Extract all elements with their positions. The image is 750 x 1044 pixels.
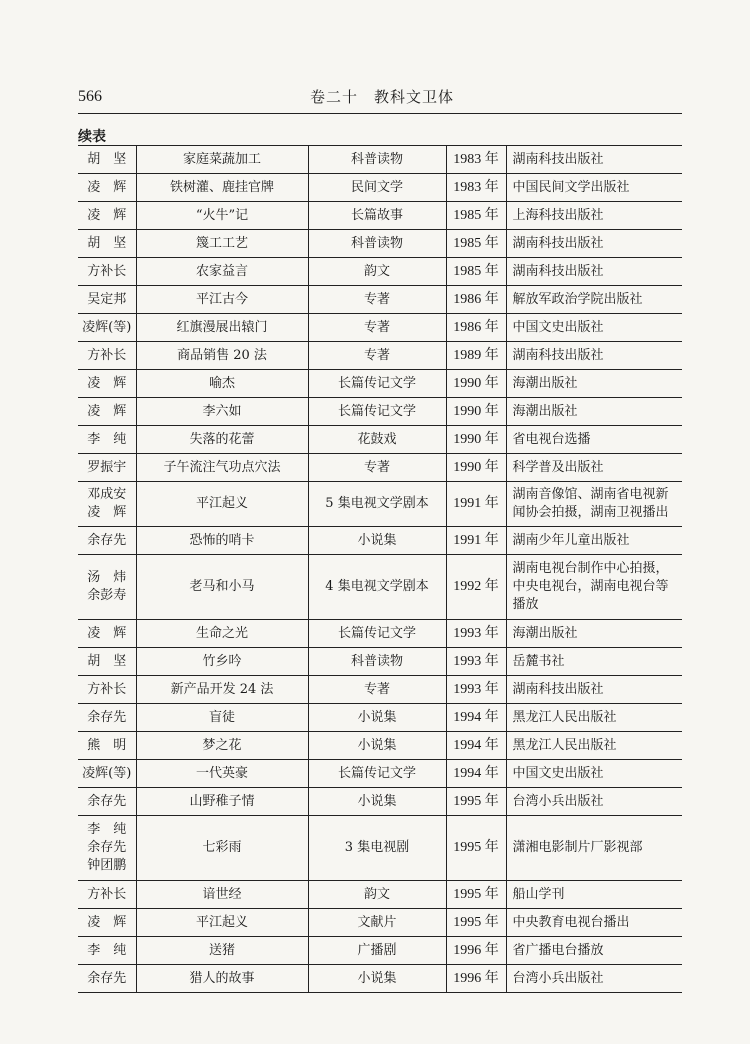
author-name: 罗振宇 xyxy=(87,459,127,475)
genre-cell: 小说集 xyxy=(308,527,446,555)
author-cell xyxy=(78,174,136,202)
genre-cell: 科普读物 xyxy=(308,648,446,676)
title-cell: 盲徒 xyxy=(136,704,308,732)
author-cell xyxy=(78,314,136,342)
title-cell: 猎人的故事 xyxy=(136,965,308,993)
title-cell: 老马和小马 xyxy=(136,555,308,620)
title-cell: 红旗漫展出辕门 xyxy=(136,314,308,342)
table-row xyxy=(78,454,682,482)
author-cell xyxy=(78,202,136,230)
year-cell: 1994 年 xyxy=(446,704,506,732)
publisher-cell: 湖南音像馆、湖南省电视新闻协会拍摄，湖南卫视播出 xyxy=(506,482,682,527)
year-cell: 1989 年 xyxy=(446,342,506,370)
title-cell: 恐怖的哨卡 xyxy=(136,527,308,555)
author-name: 李 纯 xyxy=(87,822,127,837)
title-cell: 篾工工艺 xyxy=(136,230,308,258)
table-row xyxy=(78,676,682,704)
page-header xyxy=(78,86,678,110)
genre-cell: 专著 xyxy=(308,342,446,370)
title-cell: 子午流注气功点穴法 xyxy=(136,454,308,482)
title-cell: 平江古今 xyxy=(136,286,308,314)
author-cell xyxy=(78,788,136,816)
publisher-cell: 海潮出版社 xyxy=(506,398,682,426)
year-cell: 1990 年 xyxy=(446,454,506,482)
author-name: 凌 辉 xyxy=(87,914,127,930)
author-cell xyxy=(78,816,136,881)
author-cell xyxy=(78,881,136,909)
genre-cell: 韵文 xyxy=(308,881,446,909)
year-cell: 1993 年 xyxy=(446,676,506,704)
genre-cell: 小说集 xyxy=(308,732,446,760)
year-cell: 1985 年 xyxy=(446,258,506,286)
genre-cell: 长篇传记文学 xyxy=(308,370,446,398)
publisher-cell: 湖南科技出版社 xyxy=(506,258,682,286)
publisher-cell: 中国文史出版社 xyxy=(506,314,682,342)
year-cell: 1986 年 xyxy=(446,314,506,342)
author-name: 吴定邦 xyxy=(87,291,127,307)
table-row xyxy=(78,146,682,174)
author-cell xyxy=(78,648,136,676)
author-cell xyxy=(78,230,136,258)
publisher-cell: 湖南少年儿童出版社 xyxy=(506,527,682,555)
author-cell xyxy=(78,146,136,174)
publisher-cell: 中国民间文学出版社 xyxy=(506,174,682,202)
author-name: 余存先 xyxy=(87,532,127,548)
genre-cell: 长篇传记文学 xyxy=(308,398,446,426)
author-cell xyxy=(78,909,136,937)
table-row xyxy=(78,398,682,426)
author-name: 熊 明 xyxy=(87,737,127,753)
continued-label: 续表 xyxy=(78,129,106,145)
author-name: 汤 炜 xyxy=(87,570,127,585)
genre-cell: 3 集电视剧 xyxy=(308,816,446,881)
publisher-cell: 湖南科技出版社 xyxy=(506,676,682,704)
year-cell: 1990 年 xyxy=(446,426,506,454)
table-row xyxy=(78,286,682,314)
table-row xyxy=(78,230,682,258)
author-cell xyxy=(78,760,136,788)
year-cell: 1985 年 xyxy=(446,230,506,258)
author-name: 余存先 xyxy=(87,840,127,855)
author-cell xyxy=(78,732,136,760)
title-cell: “火牛”记 xyxy=(136,202,308,230)
author-cell xyxy=(78,555,136,620)
genre-cell: 韵文 xyxy=(308,258,446,286)
genre-cell: 民间文学 xyxy=(308,174,446,202)
author-name: 余存先 xyxy=(87,793,127,809)
table-row xyxy=(78,555,682,620)
author-cell xyxy=(78,370,136,398)
author-name: 余存先 xyxy=(87,709,127,725)
author-cell xyxy=(78,704,136,732)
genre-cell: 长篇传记文学 xyxy=(308,620,446,648)
table-row xyxy=(78,342,682,370)
author-name: 凌 辉 xyxy=(87,375,127,391)
year-cell: 1993 年 xyxy=(446,620,506,648)
year-cell: 1996 年 xyxy=(446,937,506,965)
genre-cell: 小说集 xyxy=(308,788,446,816)
publisher-cell: 湖南科技出版社 xyxy=(506,342,682,370)
author-name: 凌 辉 xyxy=(87,207,127,223)
table-row xyxy=(78,370,682,398)
title-cell: 商品销售 20 法 xyxy=(136,342,308,370)
year-cell: 1991 年 xyxy=(446,482,506,527)
year-cell: 1994 年 xyxy=(446,732,506,760)
publisher-cell: 湖南科技出版社 xyxy=(506,146,682,174)
page-number: 566 xyxy=(78,88,102,105)
publisher-cell: 科学普及出版社 xyxy=(506,454,682,482)
publisher-cell: 省电视台选播 xyxy=(506,426,682,454)
title-cell: 铁树灌、鹿挂官牌 xyxy=(136,174,308,202)
genre-cell: 5 集电视文学剧本 xyxy=(308,482,446,527)
publisher-cell: 海潮出版社 xyxy=(506,370,682,398)
table-row xyxy=(78,620,682,648)
publisher-cell: 台湾小兵出版社 xyxy=(506,788,682,816)
genre-cell: 专著 xyxy=(308,314,446,342)
publisher-cell: 台湾小兵出版社 xyxy=(506,965,682,993)
author-name: 余彭寿 xyxy=(87,588,127,603)
table-row xyxy=(78,816,682,881)
author-name: 凌 辉 xyxy=(87,625,127,641)
table-row xyxy=(78,314,682,342)
author-cell xyxy=(78,426,136,454)
publisher-cell: 黑龙江人民出版社 xyxy=(506,732,682,760)
title-cell: 谙世经 xyxy=(136,881,308,909)
genre-cell: 广播剧 xyxy=(308,937,446,965)
author-name: 余存先 xyxy=(87,970,127,986)
title-cell: 农家益言 xyxy=(136,258,308,286)
table-row xyxy=(78,258,682,286)
genre-cell: 花鼓戏 xyxy=(308,426,446,454)
genre-cell: 科普读物 xyxy=(308,146,446,174)
publisher-cell: 省广播电台播放 xyxy=(506,937,682,965)
title-cell: 喻杰 xyxy=(136,370,308,398)
title-cell: 平江起义 xyxy=(136,909,308,937)
author-name: 方补长 xyxy=(87,681,127,697)
publisher-cell: 中央教育电视台播出 xyxy=(506,909,682,937)
publisher-cell: 船山学刊 xyxy=(506,881,682,909)
table-row xyxy=(78,732,682,760)
table-row xyxy=(78,527,682,555)
title-cell: 梦之花 xyxy=(136,732,308,760)
year-cell: 1990 年 xyxy=(446,370,506,398)
year-cell: 1994 年 xyxy=(446,760,506,788)
running-title: 卷二十 教科文卫体 xyxy=(310,88,455,106)
publisher-cell: 湖南科技出版社 xyxy=(506,230,682,258)
publisher-cell: 岳麓书社 xyxy=(506,648,682,676)
publisher-cell: 中国文史出版社 xyxy=(506,760,682,788)
author-name: 钟团鹏 xyxy=(87,858,127,873)
title-cell: 失落的花蕾 xyxy=(136,426,308,454)
header-rule xyxy=(78,113,682,114)
author-cell xyxy=(78,965,136,993)
author-cell xyxy=(78,620,136,648)
author-name: 方补长 xyxy=(87,347,127,363)
table-row xyxy=(78,202,682,230)
title-cell: 竹乡吟 xyxy=(136,648,308,676)
publisher-cell: 湖南电视台制作中心拍摄，中央电视台，湖南电视台等播放 xyxy=(506,555,682,620)
year-cell: 1992 年 xyxy=(446,555,506,620)
year-cell: 1985 年 xyxy=(446,202,506,230)
works-table xyxy=(78,145,682,993)
publisher-cell: 上海科技出版社 xyxy=(506,202,682,230)
publisher-cell: 黑龙江人民出版社 xyxy=(506,704,682,732)
genre-cell: 科普读物 xyxy=(308,230,446,258)
year-cell: 1995 年 xyxy=(446,909,506,937)
year-cell: 1996 年 xyxy=(446,965,506,993)
year-cell: 1995 年 xyxy=(446,788,506,816)
title-cell: 一代英豪 xyxy=(136,760,308,788)
table-row xyxy=(78,937,682,965)
genre-cell: 小说集 xyxy=(308,965,446,993)
year-cell: 1991 年 xyxy=(446,527,506,555)
author-cell xyxy=(78,398,136,426)
table-row xyxy=(78,704,682,732)
genre-cell: 专著 xyxy=(308,676,446,704)
author-name: 李 纯 xyxy=(87,431,127,447)
author-name: 胡 坚 xyxy=(87,235,127,251)
year-cell: 1993 年 xyxy=(446,648,506,676)
year-cell: 1990 年 xyxy=(446,398,506,426)
title-cell: 李六如 xyxy=(136,398,308,426)
author-name: 凌 辉 xyxy=(87,505,127,520)
title-cell: 平江起义 xyxy=(136,482,308,527)
table-row xyxy=(78,909,682,937)
table-row xyxy=(78,965,682,993)
author-name: 凌辉(等) xyxy=(82,319,132,335)
author-name: 凌辉(等) xyxy=(82,765,132,781)
publisher-cell: 解放军政治学院出版社 xyxy=(506,286,682,314)
author-name: 凌 辉 xyxy=(87,403,127,419)
author-cell xyxy=(78,258,136,286)
author-cell xyxy=(78,454,136,482)
year-cell: 1983 年 xyxy=(446,146,506,174)
table-row xyxy=(78,760,682,788)
year-cell: 1986 年 xyxy=(446,286,506,314)
publisher-cell: 海潮出版社 xyxy=(506,620,682,648)
genre-cell: 专著 xyxy=(308,286,446,314)
author-name: 胡 坚 xyxy=(87,653,127,669)
genre-cell: 长篇故事 xyxy=(308,202,446,230)
genre-cell: 文献片 xyxy=(308,909,446,937)
genre-cell: 小说集 xyxy=(308,704,446,732)
table-row xyxy=(78,788,682,816)
author-name: 李 纯 xyxy=(87,942,127,958)
author-name: 方补长 xyxy=(87,263,127,279)
table-row xyxy=(78,174,682,202)
year-cell: 1995 年 xyxy=(446,881,506,909)
title-cell: 生命之光 xyxy=(136,620,308,648)
author-cell xyxy=(78,527,136,555)
author-name: 方补长 xyxy=(87,886,127,902)
publisher-cell: 潇湘电影制片厂影视部 xyxy=(506,816,682,881)
author-name: 胡 坚 xyxy=(87,151,127,167)
author-cell xyxy=(78,937,136,965)
title-cell: 七彩雨 xyxy=(136,816,308,881)
author-name: 凌 辉 xyxy=(87,179,127,195)
genre-cell: 专著 xyxy=(308,454,446,482)
author-cell xyxy=(78,482,136,527)
table-row xyxy=(78,426,682,454)
table-row xyxy=(78,881,682,909)
table-row xyxy=(78,482,682,527)
year-cell: 1995 年 xyxy=(446,816,506,881)
table-row xyxy=(78,648,682,676)
works-table-body xyxy=(78,146,682,993)
year-cell: 1983 年 xyxy=(446,174,506,202)
title-cell: 新产品开发 24 法 xyxy=(136,676,308,704)
author-cell xyxy=(78,676,136,704)
title-cell: 送猪 xyxy=(136,937,308,965)
author-cell xyxy=(78,342,136,370)
author-cell xyxy=(78,286,136,314)
genre-cell: 4 集电视文学剧本 xyxy=(308,555,446,620)
author-name: 邓成安 xyxy=(87,487,127,502)
title-cell: 家庭菜蔬加工 xyxy=(136,146,308,174)
genre-cell: 长篇传记文学 xyxy=(308,760,446,788)
title-cell: 山野稚子情 xyxy=(136,788,308,816)
